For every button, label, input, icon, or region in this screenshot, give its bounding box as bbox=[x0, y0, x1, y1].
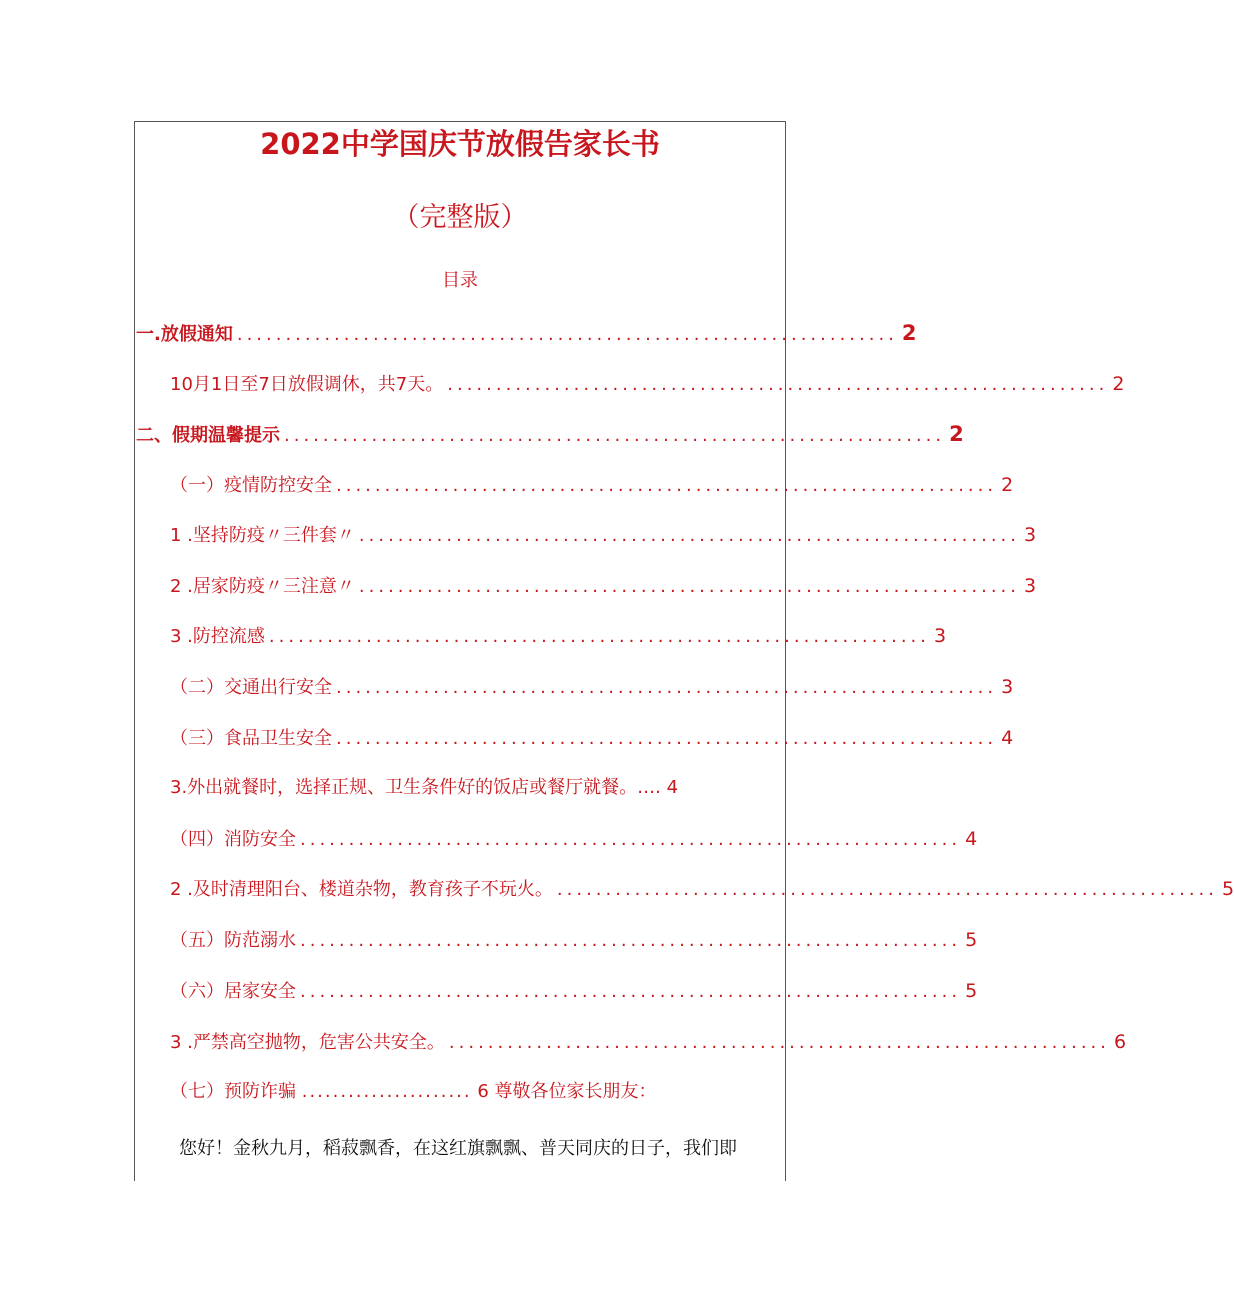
toc-entry-label: 1 .坚持防疫〃三件套〃 bbox=[170, 525, 355, 546]
toc-entry-page: 4 bbox=[965, 828, 978, 850]
toc-entry[interactable] bbox=[170, 621, 947, 652]
toc-entry-page: 3 bbox=[1001, 676, 1014, 698]
toc-entry[interactable] bbox=[136, 419, 964, 451]
toc-entry-label: （三）食品卫生安全 bbox=[170, 728, 332, 749]
toc-entry-page: 2 bbox=[1112, 373, 1125, 395]
toc-entry-label: 2 .居家防疫〃三注意〃 bbox=[170, 576, 355, 597]
toc-entry-label: （四）消防安全 bbox=[170, 829, 296, 850]
toc-leader: ...................... bbox=[301, 1081, 472, 1102]
document-title: 2022中学国庆节放假告家长书 bbox=[260, 127, 660, 161]
toc-entry[interactable] bbox=[170, 723, 1014, 754]
toc-entry-page: 2 bbox=[949, 422, 964, 446]
toc-entry-page: 3 bbox=[1023, 524, 1037, 546]
toc-leader: .................................................................... bbox=[336, 728, 998, 749]
toc-leader: .................................................................... bbox=[447, 374, 1109, 395]
toc-entry-label: 10月1日至7日放假调休，共7天。 bbox=[170, 374, 444, 395]
toc-entry[interactable] bbox=[170, 874, 1234, 905]
toc-entry[interactable] bbox=[136, 318, 917, 350]
toc-entry-label: （一）疫情防控安全 bbox=[170, 475, 332, 496]
toc-entry-page: 5 bbox=[1221, 878, 1234, 900]
toc-entry-page: 5 bbox=[965, 980, 978, 1002]
toc-entry-label: 3.外出就餐时，选择正规、卫生条件好的饭店或餐厅就餐。…. 4 bbox=[170, 777, 679, 798]
toc-entry-page: 2 bbox=[901, 321, 917, 345]
toc-entry-label: （五）防范溺水 bbox=[170, 930, 296, 951]
document-subtitle: （完整版） bbox=[392, 202, 528, 233]
toc-entry-page: 3 bbox=[933, 625, 947, 647]
toc-entry-tail: 6 尊敬各位家长朋友： bbox=[477, 1081, 657, 1102]
toc-entry[interactable] bbox=[170, 976, 978, 1007]
toc-leader: .................................................................... bbox=[300, 981, 962, 1002]
toc-entry-label: 3 .防控流感 bbox=[170, 626, 265, 647]
letter-opening-line: 您好！金秋九月，稻菽飘香，在这红旗飘飘、普天同庆的日子，我们即 bbox=[179, 1138, 737, 1159]
toc-entry[interactable] bbox=[170, 773, 678, 803]
toc-entry-label: （六）居家安全 bbox=[170, 981, 296, 1002]
toc-leader: .................................................................... bbox=[284, 425, 946, 446]
toc-entry-page: 3 bbox=[1023, 575, 1037, 597]
toc-entry[interactable] bbox=[170, 470, 1014, 501]
toc-leader: .................................................................... bbox=[236, 324, 898, 345]
toc-leader: .................................................................... bbox=[556, 879, 1218, 900]
toc-entry[interactable] bbox=[170, 1027, 1127, 1058]
toc-entry-label: （二）交通出行安全 bbox=[170, 677, 332, 698]
toc-entry-page: 5 bbox=[965, 929, 978, 951]
toc-leader: .................................................................... bbox=[268, 626, 930, 647]
toc-entry[interactable] bbox=[170, 824, 978, 855]
toc-entry[interactable] bbox=[170, 672, 1014, 703]
toc-entry[interactable] bbox=[170, 369, 1125, 400]
toc-leader: .................................................................... bbox=[336, 677, 998, 698]
toc-leader: .................................................................... bbox=[358, 576, 1020, 597]
toc-entry-label: 二、假期温馨提示 bbox=[136, 425, 280, 446]
toc-entry-label: （七）预防诈骗 bbox=[170, 1081, 296, 1102]
toc-leader: .................................................................... bbox=[300, 930, 962, 951]
toc-leader: .................................................................... bbox=[300, 829, 962, 850]
toc-entry-label: 3 .严禁高空抛物，危害公共安全。 bbox=[170, 1032, 445, 1053]
toc-heading: 目录 bbox=[442, 270, 478, 291]
toc-entry-page: 4 bbox=[1001, 727, 1014, 749]
toc-entry-page: 2 bbox=[1001, 474, 1014, 496]
toc-entry[interactable] bbox=[170, 925, 978, 956]
toc-entry-label: 一.放假通知 bbox=[136, 324, 233, 345]
toc-leader: .................................................................... bbox=[358, 525, 1020, 546]
toc-entry-label: 2 .及时清理阳台、楼道杂物，教育孩子不玩火。 bbox=[170, 879, 553, 900]
toc-leader: .................................................................... bbox=[448, 1032, 1110, 1053]
toc-entry[interactable] bbox=[170, 520, 1037, 551]
toc-entry-page: 6 bbox=[1113, 1031, 1127, 1053]
toc-leader: .................................................................... bbox=[336, 475, 998, 496]
toc-entry[interactable] bbox=[170, 571, 1037, 602]
toc-entry[interactable] bbox=[170, 1077, 657, 1107]
